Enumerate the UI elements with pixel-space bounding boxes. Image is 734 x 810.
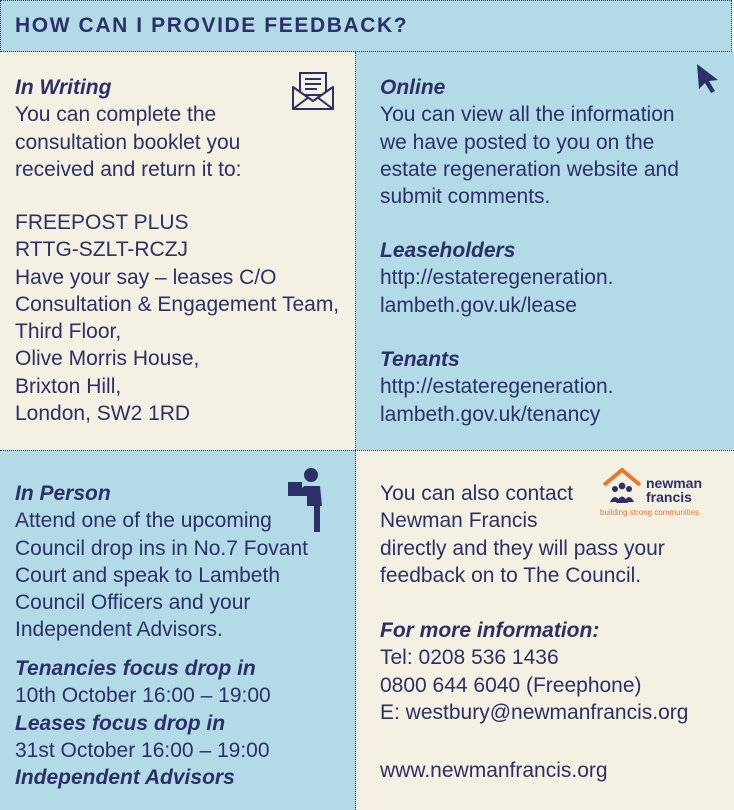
logo-wordmark-line1: newman: [646, 475, 703, 491]
envelope-icon: [291, 71, 335, 111]
page-title: HOW CAN I PROVIDE FEEDBACK?: [15, 14, 409, 37]
contact-body-line: directly and they will pass your: [380, 536, 665, 560]
address-line: Have your say – leases C/O: [15, 265, 277, 289]
in-writing-heading: In Writing: [15, 76, 112, 99]
in-writing-body-line: You can complete the: [15, 103, 217, 127]
leaseholders-link[interactable]: lambeth.gov.uk/lease: [380, 293, 577, 317]
person-with-box-icon: [286, 466, 330, 534]
in-person-section: [15, 480, 308, 644]
in-person-body-line: Council drop ins in No.7 Fovant: [15, 536, 308, 560]
leaseholders-link[interactable]: http://estateregeneration.: [380, 266, 614, 290]
more-info-heading: For more information:: [380, 619, 600, 642]
address-line: Third Floor,: [15, 320, 122, 344]
in-writing-body-line: consultation booklet you: [15, 130, 241, 154]
leases-time: 31st October 16:00 – 19:00: [15, 738, 270, 762]
online-body-line: we have posted to you on the: [380, 130, 655, 154]
contact-body-line: feedback on to The Council.: [380, 563, 642, 587]
tenants-link[interactable]: lambeth.gov.uk/tenancy: [380, 402, 601, 426]
address-line: Brixton Hill,: [15, 374, 122, 398]
horizontal-divider: [0, 450, 734, 451]
website-link[interactable]: www.newmanfrancis.org: [380, 759, 608, 782]
address-line: London, SW2 1RD: [15, 402, 191, 426]
tenants-heading: Tenants: [380, 348, 460, 371]
online-body-line: You can view all the information: [380, 103, 675, 127]
freepost-address: [15, 209, 339, 427]
freepost-line: FREEPOST PLUS: [15, 211, 189, 234]
contact-body-line: You can also contact: [380, 482, 574, 505]
freephone-number[interactable]: 0800 644 6040 (Freephone): [380, 673, 642, 697]
tenants-section: [380, 346, 614, 428]
online-section: [380, 74, 679, 210]
contact-body-line: Newman Francis: [380, 509, 538, 533]
logo-tagline: building strong communities: [600, 508, 700, 517]
tenancies-time: 10th October 16:00 – 19:00: [15, 684, 271, 708]
vertical-divider: [355, 52, 356, 810]
in-person-body-line: Independent Advisors.: [15, 618, 223, 642]
in-writing-body-line: received and return it to:: [15, 157, 242, 181]
online-body-line: estate regeneration website and: [380, 157, 679, 181]
online-body-line: submit comments.: [380, 185, 551, 209]
tenancies-heading: Tenancies focus drop in: [15, 657, 256, 680]
in-person-body-line: Council Officers and your: [15, 591, 251, 615]
more-info-section: [380, 617, 688, 726]
in-writing-section: [15, 74, 241, 183]
drop-in-schedule: [15, 655, 271, 791]
header-bar: [0, 0, 732, 52]
in-person-body-line: Court and speak to Lambeth: [15, 563, 281, 587]
address-line: Olive Morris House,: [15, 347, 200, 371]
cursor-icon: [694, 62, 722, 94]
leases-heading: Leases focus drop in: [15, 711, 226, 735]
logo-wordmark-line2: francis: [646, 489, 692, 505]
newman-francis-logo: [600, 467, 712, 519]
online-heading: Online: [380, 76, 446, 99]
in-person-body-line: Attend one of the upcoming: [15, 509, 272, 533]
address-line: Consultation & Engagement Team,: [15, 292, 340, 316]
house-roof-icon: [602, 467, 642, 505]
telephone-number[interactable]: Tel: 0208 536 1436: [380, 646, 559, 670]
leaseholders-section: [380, 237, 614, 319]
email-address[interactable]: E: westbury@newmanfrancis.org: [380, 700, 689, 724]
in-person-heading: In Person: [15, 482, 111, 505]
leaseholders-heading: Leaseholders: [380, 239, 516, 262]
tenants-link[interactable]: http://estateregeneration.: [380, 375, 614, 399]
advisors-heading: Independent Advisors: [15, 766, 235, 790]
freepost-code: RTTG-SZLT-RCZJ: [15, 238, 189, 262]
